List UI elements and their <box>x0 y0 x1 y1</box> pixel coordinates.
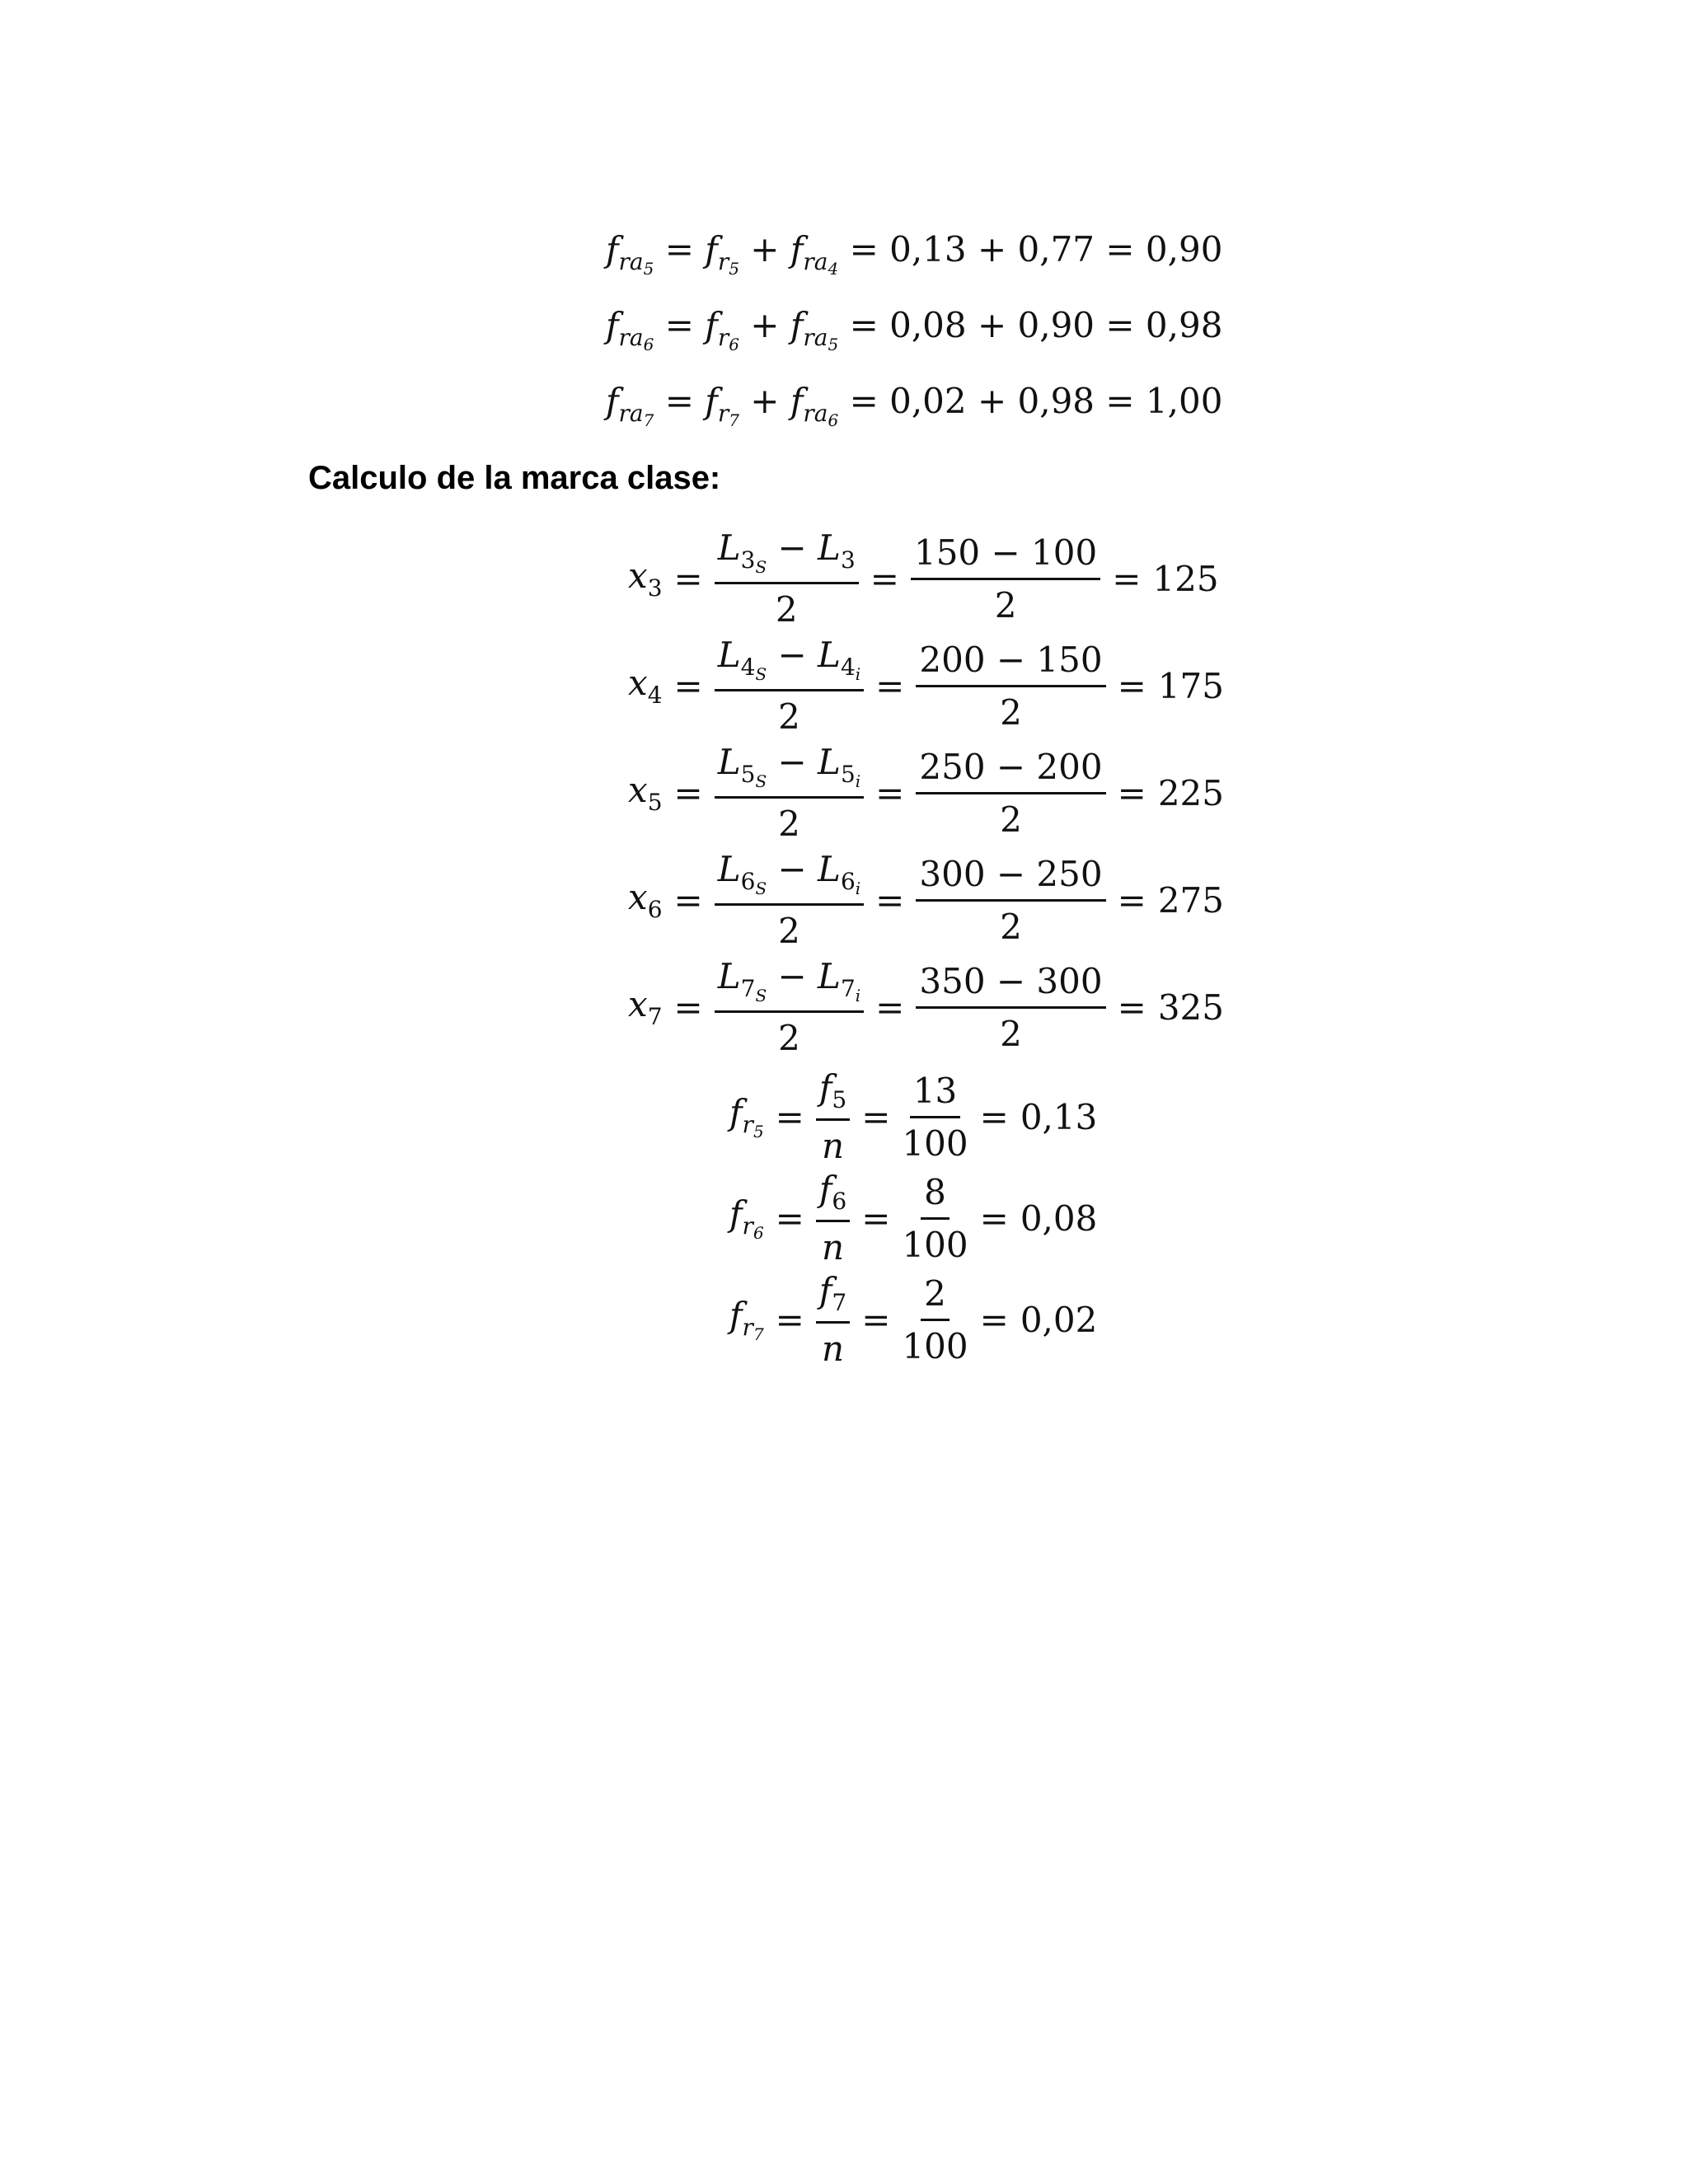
equation-fr5: $f_{r_5}$ = $\frac{f_5}{n}$ = $\frac{13}{100}$ = 0,13 <box>729 1067 1098 1166</box>
equation-fra5: $f_{ra_5} = f_{r_5} + f_{ra_4} = 0,13 + 0,77 = 0,90$ <box>606 229 1223 279</box>
equation-x7: $x_7$ = $\frac{L_{7_S} - L_{7_i}}{2}$ = $\frac{350 - 300}{2}$ = 325 <box>628 956 1224 1058</box>
section-heading: Calculo de la marca clase: <box>308 460 721 496</box>
equation-fra7: $f_{ra_7} = f_{r_7} + f_{ra_6} = 0,02 + 0,98 = 1,00$ <box>606 381 1223 430</box>
equation-x5: $x_5$ = $\frac{L_{5_S} - L_{5_i}}{2}$ = $\frac{250 - 200}{2}$ = 225 <box>628 742 1224 844</box>
equation-x3: $x_3$ = $\frac{L_{3_S} - L_3}{2}$ = $\frac{150 - 100}{2}$ = 125 <box>628 527 1219 630</box>
equation-x6: $x_6$ = $\frac{L_{6_S} - L_{6_i}}{2}$ = $\frac{300 - 250}{2}$ = 275 <box>628 849 1224 951</box>
equation-fra6: $f_{ra_6} = f_{r_6} + f_{ra_5} = 0,08 + 0,90 = 0,98$ <box>606 305 1223 354</box>
equation-fr7: $f_{r_7}$ = $\frac{f_7}{n}$ = $\frac{2}{100}$ = 0,02 <box>729 1270 1098 1369</box>
equation-x4: $x_4$ = $\frac{L_{4_S} - L_{4_i}}{2}$ = $\frac{200 - 150}{2}$ = 175 <box>628 635 1224 737</box>
equation-fr6: $f_{r_6}$ = $\frac{f_6}{n}$ = $\frac{8}{100}$ = 0,08 <box>729 1169 1098 1268</box>
